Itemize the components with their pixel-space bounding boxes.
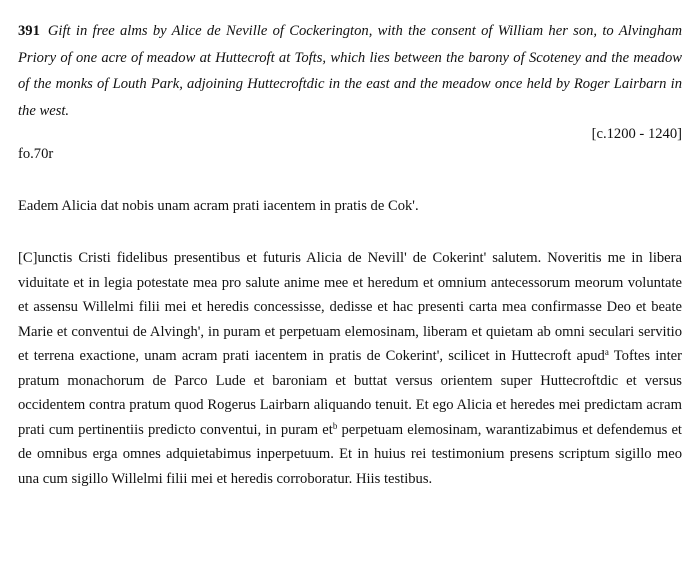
cartulary-rubric: Eadem Alicia dat nobis unam acram prati iacentem in pratis de Cok'. — [18, 198, 419, 214]
charter-text-part-3: perpetuam elemosinam, warantizabimus et defendemus et de omnibus erga omnes adquietabimus inperpetuum. Et in huius rei testimonium presens scriptum sigillo meo una cum sigillo Willelmi filii mei et heredis corroboratur. Hiis testibus. — [18, 421, 682, 487]
footnote-marker-a: a — [604, 347, 609, 357]
footnote-marker-b: b — [332, 420, 338, 431]
folio-reference: fo.70r — [18, 146, 54, 162]
entry-summary: Gift in free alms by Alice de Neville of Cockerington, with the consent of William her son, to Alvingham Priory of one acre of meadow at Huttecroft at Tofts, which lies between the barony of Scoteney and the meadow of the monks of Louth Park, adjoining Huttecroftdic in the east and the meadow once held by Roger Lairbarn in the west. — [18, 23, 682, 119]
entry-heading — [18, 18, 682, 124]
entry-number: 391 — [18, 23, 40, 39]
date-range: [c.1200 - 1240] — [591, 126, 682, 142]
charter-text-part-1: [C]unctis Cristi fidelibus presentibus et futuris Alicia de Nevill' de Cokerint' salutem. Noveritis me in libera viduitate et in legia potestate mea pro salute anime mee et heredum et omnium antecessorum meorum voluntate et assensu Willelmi filii mei et heredis concessisse, dedisse et hac presenti carta mea confirmasse Deo et beate Marie et conventui de Alvingh', in puram et perpetuam elemosinam, liberam et quietam ab omni seculari servitio et terrena exactione, unam acram prati iacentem in pratis de Cokerint', scilicet in Huttecroft apud — [18, 250, 682, 364]
document-page — [18, 18, 682, 491]
charter-text — [18, 246, 682, 491]
charter-text-part-2: Toftes inter pratum monachorum de Parco Lude et baroniam et buttat versus orientem super Huttecroftdic et versus occidentem contra pratum quod Rogerus Lairbarn aliquando tenuit. Et ego Alicia et heredes mei predictam acram prati cum pertinentiis predicto conventui, in puram et — [18, 348, 682, 438]
